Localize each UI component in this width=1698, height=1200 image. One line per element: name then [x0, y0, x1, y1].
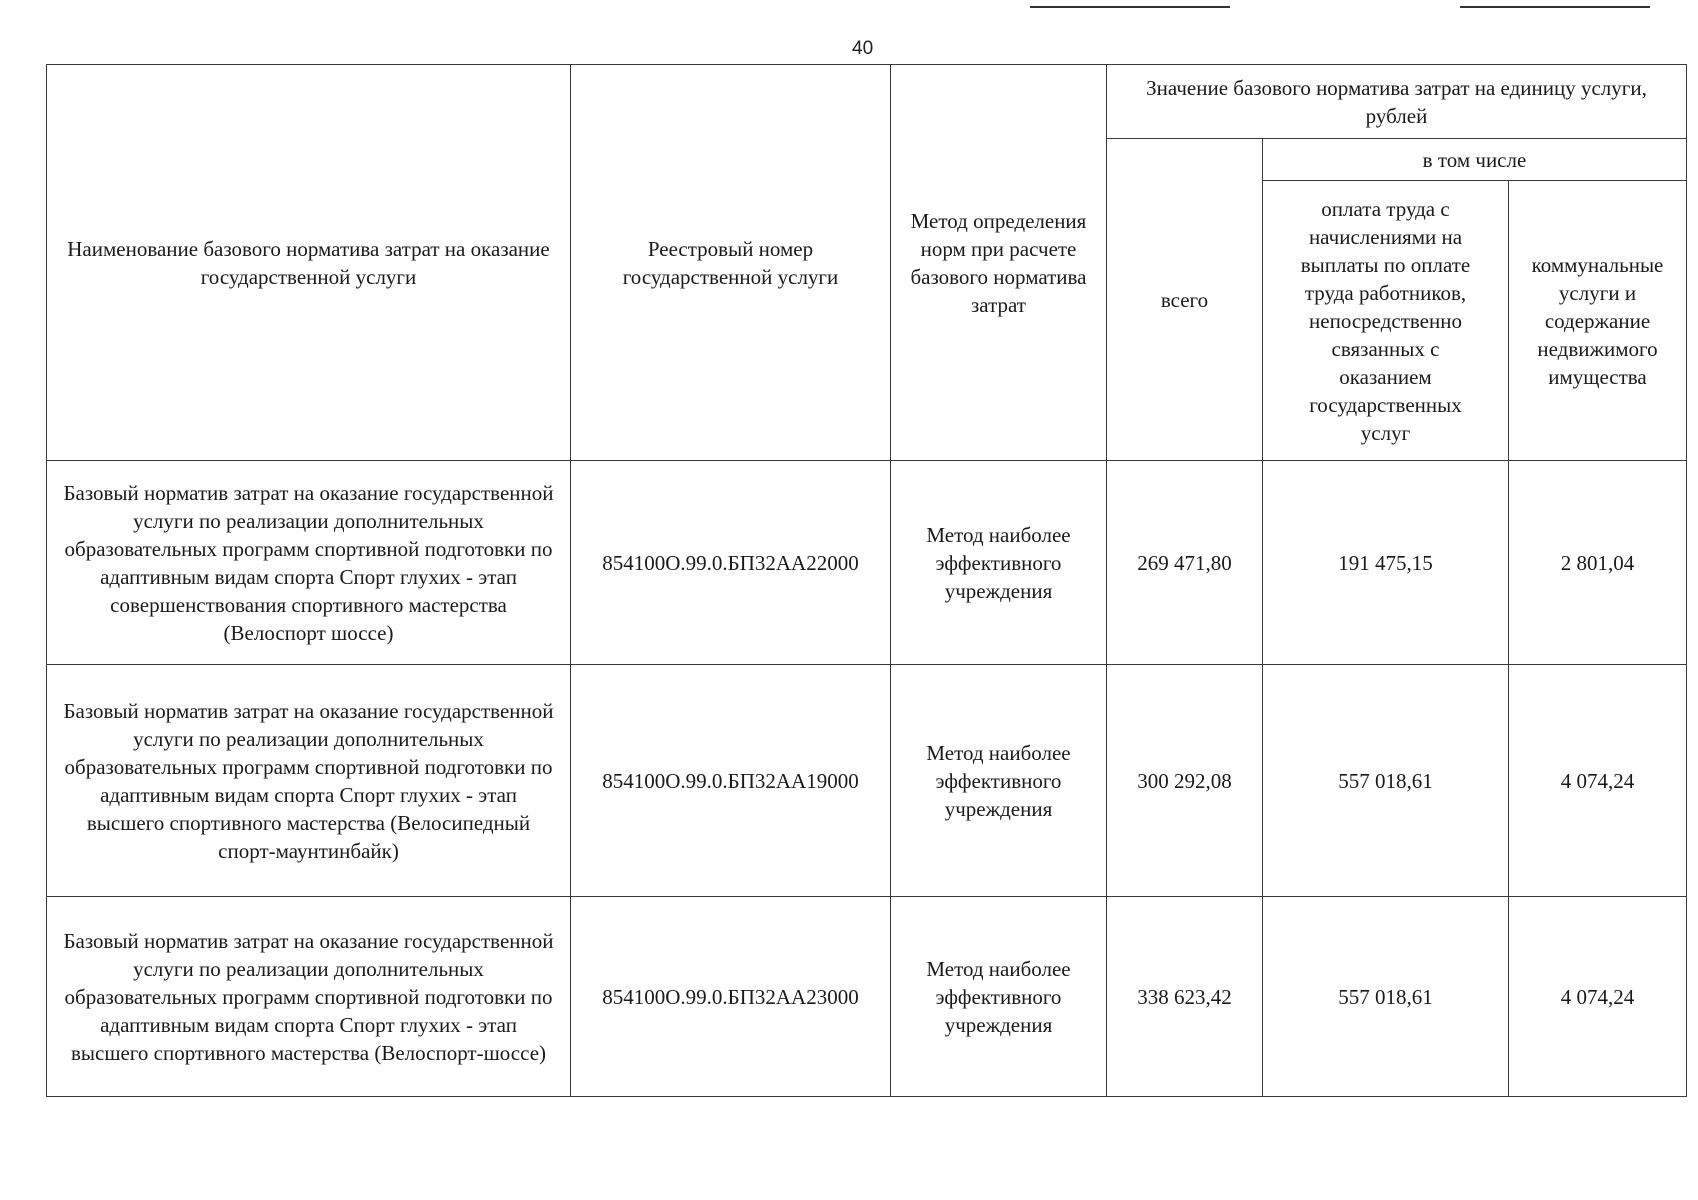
- header-value-group: Значение базового норматива затрат на единицу услуги, рублей: [1107, 65, 1687, 139]
- row-labor: 557 018,61: [1263, 665, 1509, 897]
- header-total: всего: [1107, 139, 1263, 461]
- row-name: Базовый норматив затрат на оказание государственной услуги по реализации дополнительных образовательных программ спортивной подготовки по адаптивным видам спорта Спорт глухих - этап совершенствования спортивного мастерства (Велоспорт шоссе): [47, 461, 571, 665]
- row-method: Метод наиболее эффективного учреждения: [891, 665, 1107, 897]
- header-registry: Реестровый номер государственной услуги: [571, 65, 891, 461]
- row-total: 338 623,42: [1107, 897, 1263, 1097]
- row-registry: 854100О.99.0.БП32АА22000: [571, 461, 891, 665]
- row-utilities: 4 074,24: [1509, 665, 1687, 897]
- cost-norms-table: [46, 64, 1687, 1097]
- page-number: 40: [852, 38, 874, 59]
- table-row: [47, 897, 1687, 1097]
- row-total: 300 292,08: [1107, 665, 1263, 897]
- row-labor: 191 475,15: [1263, 461, 1509, 665]
- row-registry: 854100О.99.0.БП32АА23000: [571, 897, 891, 1097]
- row-name: Базовый норматив затрат на оказание государственной услуги по реализации дополнительных образовательных программ спортивной подготовки по адаптивным видам спорта Спорт глухих - этап высшего спортивного мастерства (Велосипедный спорт-маунтинбайк): [47, 665, 571, 897]
- row-utilities: 4 074,24: [1509, 897, 1687, 1097]
- header-method: Метод определения норм при расчете базового норматива затрат: [891, 65, 1107, 461]
- table-row: [47, 665, 1687, 897]
- row-method: Метод наиболее эффективного учреждения: [891, 461, 1107, 665]
- row-method: Метод наиболее эффективного учреждения: [891, 897, 1107, 1097]
- header-including: в том числе: [1263, 139, 1687, 181]
- header-labor: оплата труда с начислениями на выплаты по оплате труда работников, непосредственно связанных с оказанием государственных услуг: [1263, 181, 1509, 461]
- top-rule-left: [1030, 6, 1230, 8]
- row-utilities: 2 801,04: [1509, 461, 1687, 665]
- header-utilities: коммунальные услуги и содержание недвижимого имущества: [1509, 181, 1687, 461]
- top-rule-right: [1460, 6, 1650, 8]
- row-labor: 557 018,61: [1263, 897, 1509, 1097]
- table-row: [47, 461, 1687, 665]
- row-name: Базовый норматив затрат на оказание государственной услуги по реализации дополнительных образовательных программ спортивной подготовки по адаптивным видам спорта Спорт глухих - этап высшего спортивного мастерства (Велоспорт-шоссе): [47, 897, 571, 1097]
- row-total: 269 471,80: [1107, 461, 1263, 665]
- header-name: Наименование базового норматива затрат на оказание государственной услуги: [47, 65, 571, 461]
- row-registry: 854100О.99.0.БП32АА19000: [571, 665, 891, 897]
